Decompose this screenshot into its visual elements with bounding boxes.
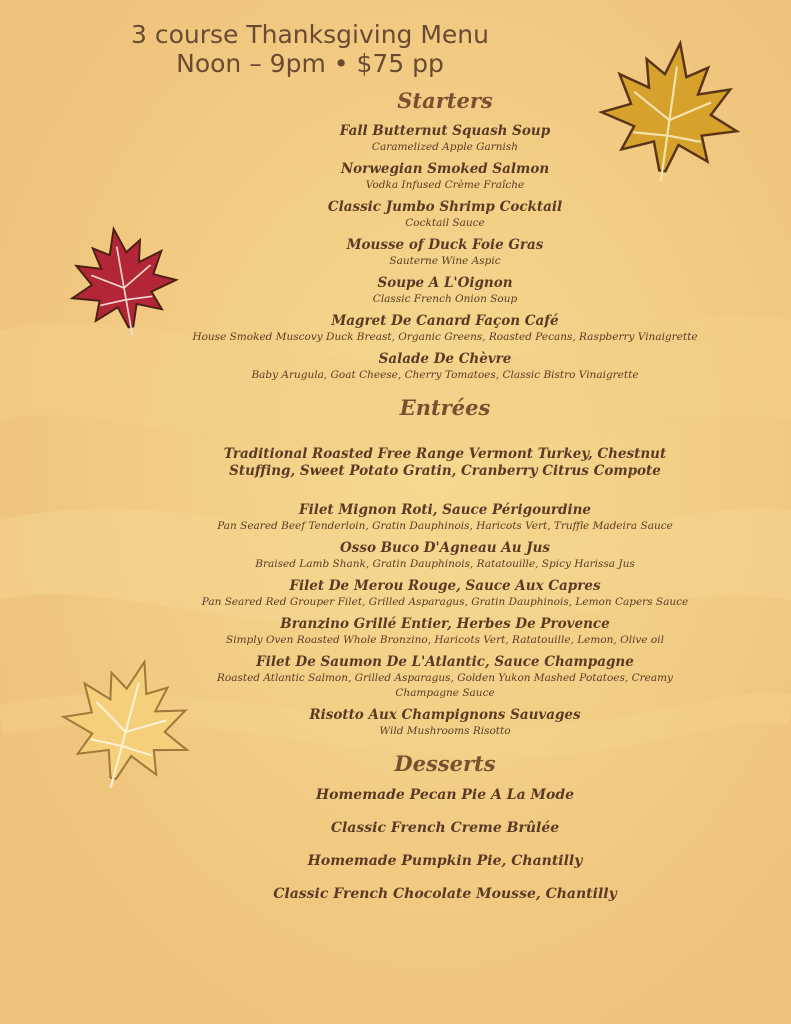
dish-description: Pan Seared Red Grouper Filet, Grilled Asparagus, Gratin Dauphinois, Lemon Capers Sauce <box>201 596 689 608</box>
featured-entree <box>190 446 700 480</box>
menu-title: 3 course Thanksgiving Menu <box>130 20 489 49</box>
menu-hours-price: Noon – 9pm • $75 pp <box>176 49 444 78</box>
starters-section <box>190 88 700 383</box>
dessert-item: Homemade Pumpkin Pie, Chantilly <box>307 853 583 869</box>
dessert-item: Classic French Creme Brûlée <box>330 820 560 836</box>
dish-name: Osso Buco D'Agneau Au Jus <box>339 540 551 556</box>
dish-name: Soupe A L'Oignon <box>377 275 513 291</box>
list-item <box>190 654 700 701</box>
dish-description: Sauterne Wine Aspic <box>389 255 501 267</box>
dish-name: Fall Butternut Squash Soup <box>339 123 551 139</box>
list-item <box>190 502 700 534</box>
dish-description: Simply Oven Roasted Whole Bronzino, Haricots Vert, Ratatouille, Lemon, Olive oil <box>226 634 664 646</box>
dish-name: Branzino Grillé Entier, Herbes De Provence <box>280 616 610 632</box>
list-item <box>190 351 700 383</box>
list-item <box>190 161 700 193</box>
menu-header <box>100 20 520 78</box>
pale-maple-leaf-icon <box>55 645 200 805</box>
dish-name: Norwegian Smoked Salmon <box>340 161 550 177</box>
list-item <box>190 540 700 572</box>
desserts-title: Desserts <box>394 751 496 776</box>
list-item <box>190 707 700 739</box>
dish-description: Cocktail Sauce <box>405 217 485 229</box>
dish-description: House Smoked Muscovy Duck Breast, Organic Greens, Roasted Pecans, Raspberry Vinaigrette <box>192 331 698 343</box>
list-item <box>190 237 700 269</box>
list-item <box>190 578 700 610</box>
entrees-title: Entrées <box>399 395 491 420</box>
list-item <box>190 199 700 231</box>
dish-description: Roasted Atlantic Salmon, Grilled Asparagus, Golden Yukon Mashed Potatoes, Creamy Champagne Sauce <box>216 672 673 699</box>
starters-title: Starters <box>397 88 493 113</box>
dish-description: Pan Seared Beef Tenderloin, Gratin Dauphinois, Haricots Vert, Truffle Madeira Sauce <box>217 520 673 532</box>
dish-name: Risotto Aux Champignons Sauvages <box>309 707 581 723</box>
entrees-section <box>190 395 700 739</box>
dish-name: Traditional Roasted Free Range Vermont Turkey, Chestnut Stuffing, Sweet Potato Gratin, Cranberry Citrus Compote <box>223 446 667 479</box>
dish-name: Mousse of Duck Foie Gras <box>346 237 544 253</box>
dish-description: Caramelized Apple Garnish <box>371 141 519 153</box>
dish-description: Classic French Onion Soup <box>372 293 518 305</box>
desserts-section <box>190 751 700 903</box>
dish-name: Salade De Chèvre <box>378 351 512 367</box>
dessert-item: Classic French Chocolate Mousse, Chantilly <box>273 886 617 902</box>
dish-name: Filet Mignon Roti, Sauce Périgourdine <box>299 502 591 518</box>
dish-description: Wild Mushrooms Risotto <box>379 725 511 737</box>
dish-description: Baby Arugula, Goat Cheese, Cherry Tomatoes, Classic Bistro Vinaigrette <box>251 369 639 381</box>
dish-name: Magret De Canard Façon Café <box>331 313 559 329</box>
dish-description: Braised Lamb Shank, Gratin Dauphinois, Ratatouille, Spicy Harissa Jus <box>255 558 635 570</box>
list-item <box>190 123 700 155</box>
menu-content <box>190 88 700 918</box>
red-maple-leaf-icon <box>58 222 188 342</box>
dessert-item: Homemade Pecan Pie A La Mode <box>315 787 575 803</box>
list-item <box>190 616 700 648</box>
dish-name: Classic Jumbo Shrimp Cocktail <box>327 199 563 215</box>
list-item <box>190 275 700 307</box>
dish-description: Vodka Infused Crème Fraîche <box>365 179 525 191</box>
dish-name: Filet De Saumon De L'Atlantic, Sauce Champagne <box>256 654 634 670</box>
list-item <box>190 313 700 345</box>
dish-name: Filet De Merou Rouge, Sauce Aux Capres <box>289 578 601 594</box>
